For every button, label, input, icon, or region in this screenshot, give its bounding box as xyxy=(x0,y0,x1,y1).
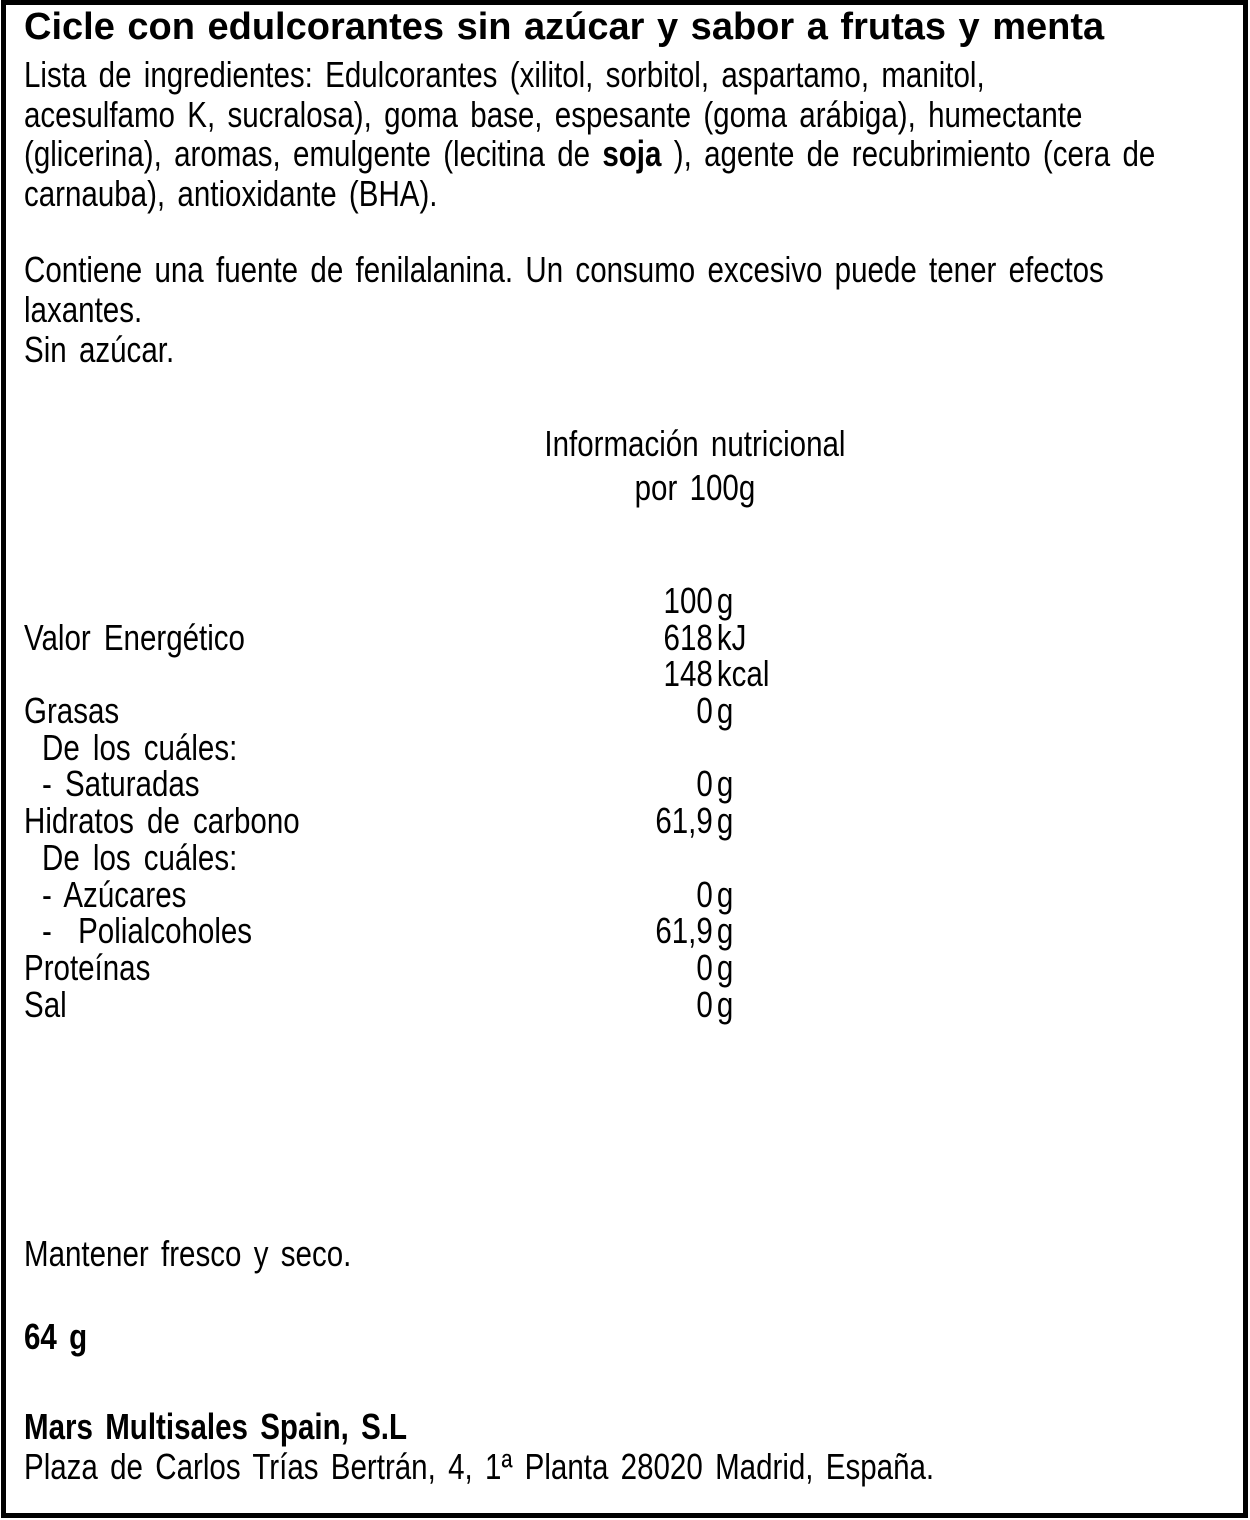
nutrition-row xyxy=(24,763,769,805)
nutrition-row xyxy=(24,910,769,952)
net-weight: 64 g xyxy=(24,1316,88,1357)
nutrition-value xyxy=(590,730,713,767)
nutrition-unit: g xyxy=(716,983,734,1025)
ingredient-line: (glicerina), aromas, emulgente (lecitina de soja ), agente de recubrimiento (cera de xyxy=(24,133,1156,174)
nutrition-label: - Polialcoholes xyxy=(42,910,253,952)
nutrition-label: Proteínas xyxy=(24,946,151,988)
nutrition-unit: g xyxy=(716,800,734,842)
nutrition-label xyxy=(24,583,590,620)
nutrition-unit: g xyxy=(716,580,734,621)
allergen-warning xyxy=(24,250,1104,370)
nutrition-label xyxy=(24,656,590,693)
nutrition-value: 0 xyxy=(696,946,713,988)
nutrition-unit: kcal xyxy=(716,653,770,695)
nutrition-unit: g xyxy=(716,690,734,732)
nutrition-row xyxy=(24,983,769,1025)
ingredient-line: Lista de ingredientes: Edulcorantes (xilitol, sorbitol, aspartamo, manitol, xyxy=(24,54,985,95)
nutrition-value: 148 xyxy=(663,653,713,695)
manufacturer-name: Mars Multisales Spain, S.L xyxy=(24,1406,408,1447)
nutrition-label: Sal xyxy=(24,983,67,1025)
nutrition-label: - Azúcares xyxy=(42,873,187,915)
nutrition-label: Hidratos de carbono xyxy=(24,800,300,842)
nutrition-row xyxy=(24,653,770,695)
nutrition-label: De los cuáles: xyxy=(42,836,238,878)
nutrition-table xyxy=(24,580,770,1025)
nutrition-unit: g xyxy=(716,946,734,988)
ingredient-line: acesulfamo K, sucralosa), goma base, espesante (goma arábiga), humectante xyxy=(24,93,1083,135)
nutrition-value: 0 xyxy=(696,873,713,915)
nutrition-unit: kJ xyxy=(716,616,747,658)
allergen-soja: soja xyxy=(602,133,662,174)
nutrition-value: 61,9 xyxy=(655,910,713,952)
nutrition-row xyxy=(24,836,769,878)
nutrition-label: Valor Energético xyxy=(24,616,245,658)
nutrition-unit: g xyxy=(716,873,734,915)
warning-line: Contiene una fuente de fenilalanina. Un consumo excesivo puede tener efectos xyxy=(24,249,1104,290)
nutrition-row xyxy=(24,616,769,658)
nutrition-value: 0 xyxy=(696,690,713,732)
warning-line: laxantes. xyxy=(24,289,143,330)
product-title: Cicle con edulcorantes sin azúcar y sabor a frutas y menta xyxy=(24,6,1105,48)
nutrition-unit xyxy=(713,840,717,877)
nutrition-label: Grasas xyxy=(24,690,120,732)
manufacturer-address: Plaza de Carlos Trías Bertrán, 4, 1ª Planta 28020 Madrid, España. xyxy=(24,1446,935,1487)
nutrition-row xyxy=(24,690,769,732)
nutrition-label: De los cuáles: xyxy=(42,726,238,768)
storage-instructions: Mantener fresco y seco. xyxy=(24,1233,352,1274)
ingredient-line: carnauba), antioxidante (BHA). xyxy=(24,172,438,214)
nutrition-row xyxy=(24,946,769,988)
sugar-free-note: Sin azúcar. xyxy=(24,329,175,370)
nutrition-label: - Saturadas xyxy=(42,763,200,805)
nutrition-value: 100 xyxy=(663,580,713,621)
nutrition-row xyxy=(24,800,769,842)
nutrition-row xyxy=(24,726,769,768)
nutrition-unit: g xyxy=(716,910,734,952)
nutrition-value: 618 xyxy=(663,616,713,658)
nutrition-unit: g xyxy=(716,763,734,805)
nutrition-value xyxy=(590,840,713,877)
nutrition-unit xyxy=(713,730,717,767)
nutrition-value: 0 xyxy=(696,983,713,1025)
nutrition-row-header xyxy=(24,580,769,621)
nutrition-value: 61,9 xyxy=(655,800,713,842)
nutrition-row xyxy=(24,873,769,915)
nutrition-heading-block xyxy=(0,422,1250,510)
nutrition-value: 0 xyxy=(696,763,713,805)
ingredients-paragraph xyxy=(24,55,1155,213)
nutrition-heading: Información nutricional xyxy=(544,423,846,464)
nutrition-subheading: por 100g xyxy=(634,467,756,508)
